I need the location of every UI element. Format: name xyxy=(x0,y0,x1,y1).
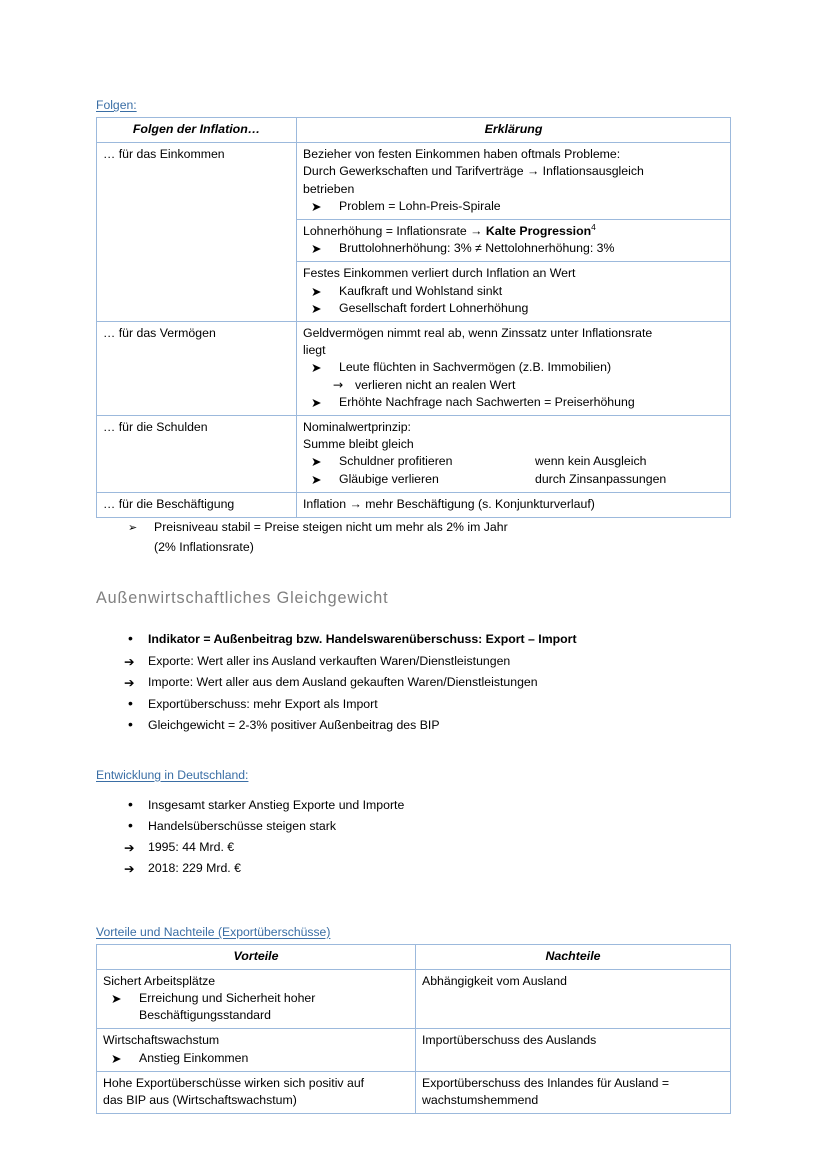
arrow-icon: ➤ xyxy=(111,1050,122,1066)
cell-vorteile-1 xyxy=(97,969,416,1029)
arrow-icon: ➔ xyxy=(124,653,135,669)
page-title-aussenwirtschaft: Außenwirtschaftliches Gleichgewicht xyxy=(96,589,389,608)
text-line: Geldvermögen nimmt real ab, wenn Zinssatz unter Inflationsrate xyxy=(303,326,653,341)
cell-beschaeftigung xyxy=(297,492,731,517)
arrow-icon: ➤ xyxy=(311,241,322,257)
text-line: wachstumshemmend xyxy=(422,1092,539,1107)
text-line: Durch Gewerkschaften und Tarifverträge → Inflationsausgleich xyxy=(303,164,644,179)
col-header-folgen: Folgen der Inflation… xyxy=(97,118,297,143)
bullet-icon: • xyxy=(128,795,133,812)
arrow-item xyxy=(103,1050,410,1067)
sub-arrow-item-label: verlieren nicht an realen Wert xyxy=(355,377,516,392)
aussenwirtschaft-bullets-2 xyxy=(96,694,732,737)
arrow-icon: ➤ xyxy=(311,454,322,470)
arrow-icon: ➤ xyxy=(311,283,322,299)
row-label-schulden: … für die Schulden xyxy=(97,416,297,493)
arrow-item-note: durch Zinsanpassungen xyxy=(535,471,667,486)
list-item-label: Insgesamt starker Anstieg Exporte und Importe xyxy=(148,797,405,812)
table-row xyxy=(97,492,731,517)
vorteile-nachteile-table xyxy=(96,944,731,1115)
arrow-item xyxy=(303,359,725,376)
list-item xyxy=(96,715,732,737)
table-header-row xyxy=(97,944,731,969)
arrow-item-label: Erhöhte Nachfrage nach Sachwerten = Preiserhöhung xyxy=(339,394,635,409)
row-label-einkommen: … für das Einkommen xyxy=(97,143,297,322)
cell-vermoegen xyxy=(297,322,731,416)
entwicklung-heading-wrap xyxy=(96,766,732,787)
arrow-icon: ➤ xyxy=(311,394,322,410)
list-item-label: Indikator = Außenbeitrag bzw. Handelswarenüberschuss: Export – Import xyxy=(148,632,577,647)
cell-vorteile-3 xyxy=(97,1071,416,1113)
arrow-item-label: Gesellschaft fordert Lohnerhöhung xyxy=(339,300,529,315)
arrow-item-label: Problem = Lohn-Preis-Spirale xyxy=(339,198,501,213)
arrow-icon: ➤ xyxy=(311,360,322,376)
arrow-icon: ➔ xyxy=(124,839,135,855)
table-row xyxy=(97,969,731,1029)
text-line: Festes Einkommen verliert durch Inflation an Wert xyxy=(303,266,576,281)
text-line-kalte-progression xyxy=(303,223,725,240)
text-line: liegt xyxy=(303,343,326,358)
cell-nachteile-1 xyxy=(416,969,731,1029)
cell-nachteile-3 xyxy=(416,1071,731,1113)
arrow-item-label: Schuldner profitieren xyxy=(339,454,453,469)
arrowhead-bullet-icon: ➢ xyxy=(128,521,138,535)
arrow-item xyxy=(303,394,725,411)
arrow-item xyxy=(303,453,725,470)
arrow-item xyxy=(303,471,725,488)
text-line: Sichert Arbeitsplätze xyxy=(103,973,216,988)
text-line: Importüberschuss des Auslands xyxy=(422,1033,597,1048)
list-item-label: 1995: 44 Mrd. € xyxy=(148,839,235,854)
cell-schulden xyxy=(297,416,731,493)
text-line: Exportüberschuss des Inlandes für Ausland = xyxy=(422,1075,670,1090)
aussenwirtschaft-bullets xyxy=(96,629,732,651)
text-line: Nominalwertprinzip: xyxy=(303,420,411,435)
list-item xyxy=(96,816,732,837)
col-header-erklaerung: Erklärung xyxy=(297,118,731,143)
cell-einkommen-block-2 xyxy=(297,220,731,262)
col-header-vorteile: Vorteile xyxy=(97,944,416,969)
thin-arrow-icon: → xyxy=(333,377,344,392)
arrow-item xyxy=(303,283,725,300)
list-item xyxy=(96,629,732,651)
arrow-item xyxy=(303,300,725,317)
list-item-label: Gleichgewicht = 2-3% positiver Außenbeitrag des BIP xyxy=(148,718,440,733)
table-row xyxy=(97,1071,731,1113)
list-item xyxy=(96,694,732,716)
arrow-icon: ➤ xyxy=(311,300,322,316)
document-body xyxy=(96,96,732,1114)
arrow-icon: ➤ xyxy=(311,198,322,214)
folgen-heading-wrap xyxy=(96,96,732,117)
entwicklung-subarrows xyxy=(96,837,732,880)
folgen-der-inflation-table xyxy=(96,117,731,518)
list-item xyxy=(96,672,732,694)
row-label-vermoegen: … für das Vermögen xyxy=(97,322,297,416)
arrow-item-label: Bruttolohnerhöhung: 3% ≠ Nettolohnerhöhung: 3% xyxy=(339,241,615,256)
table-row xyxy=(97,322,731,416)
row-label-beschaeftigung: … für die Beschäftigung xyxy=(97,492,297,517)
arrow-item-label-cont: Beschäftigungsstandard xyxy=(139,1008,271,1023)
list-item xyxy=(96,518,732,557)
text-line: das BIP aus (Wirtschaftswachstum) xyxy=(103,1092,297,1107)
aussenwirtschaft-subarrows xyxy=(96,651,732,694)
bullet-icon: • xyxy=(128,694,133,711)
text-line: Bezieher von festen Einkommen haben oftmals Probleme: xyxy=(303,147,621,162)
list-item-label: Handelsüberschüsse steigen stark xyxy=(148,818,336,833)
list-item xyxy=(96,651,732,673)
cell-einkommen-block-3 xyxy=(297,262,731,322)
bullet-icon: • xyxy=(128,716,133,733)
table-row xyxy=(97,143,731,220)
bullet-icon: • xyxy=(128,816,133,833)
arrow-item xyxy=(303,198,725,215)
folgen-heading: Folgen: xyxy=(96,98,137,112)
list-item-label: Exporte: Wert aller ins Ausland verkauften Waren/Dienstleistungen xyxy=(148,653,511,668)
text-line: Abhängigkeit vom Ausland xyxy=(422,973,567,988)
entwicklung-bullets xyxy=(96,795,732,837)
list-item xyxy=(96,858,732,880)
preisniveau-list xyxy=(96,518,732,557)
arrow-icon: ➤ xyxy=(311,471,322,487)
arrow-item-label: Kaufkraft und Wohlstand sinkt xyxy=(339,283,503,298)
cell-vorteile-2 xyxy=(97,1029,416,1071)
list-item-label-2: (2% Inflationsrate) xyxy=(154,539,254,554)
bullet-icon: • xyxy=(128,630,133,647)
sub-arrow-item xyxy=(303,377,725,394)
arrow-item-note: wenn kein Ausgleich xyxy=(535,454,647,469)
cell-einkommen-block-1 xyxy=(297,143,731,220)
arrow-item-label: Anstieg Einkommen xyxy=(139,1050,249,1065)
col-header-nachteile: Nachteile xyxy=(416,944,731,969)
arrow-item-label: Erreichung und Sicherheit hoher xyxy=(139,990,316,1005)
cell-nachteile-2 xyxy=(416,1029,731,1071)
text-line: Inflation → mehr Beschäftigung (s. Konjunkturverlauf) xyxy=(303,496,595,511)
table-row xyxy=(97,1029,731,1071)
arrow-icon: ➔ xyxy=(124,861,135,877)
vorteile-heading: Vorteile und Nachteile (Exportüberschüsse) xyxy=(96,924,331,939)
text-line: betrieben xyxy=(303,181,355,196)
arrow-icon: ➔ xyxy=(124,675,135,691)
text-line: Wirtschaftswachstum xyxy=(103,1033,220,1048)
table-header-row xyxy=(97,118,731,143)
list-item xyxy=(96,795,732,816)
list-item-label: Importe: Wert aller aus dem Ausland gekauften Waren/Dienstleistungen xyxy=(148,675,538,690)
text-line: Hohe Exportüberschüsse wirken sich positiv auf xyxy=(103,1075,365,1090)
footnote-marker: 4 xyxy=(591,221,596,232)
table-row xyxy=(97,416,731,493)
arrow-item xyxy=(103,990,410,1024)
list-item-label: 2018: 229 Mrd. € xyxy=(148,861,241,876)
entwicklung-heading: Entwicklung in Deutschland: xyxy=(96,767,249,782)
list-item xyxy=(96,837,732,859)
arrow-item-label: Leute flüchten in Sachvermögen (z.B. Immobilien) xyxy=(339,360,612,375)
list-item-label: Preisniveau stabil = Preise steigen nicht um mehr als 2% im Jahr xyxy=(154,520,508,535)
text-line: Summe bleibt gleich xyxy=(303,437,414,452)
vorteile-heading-wrap xyxy=(96,923,732,944)
arrow-item xyxy=(303,240,725,257)
arrow-item-label: Gläubige verlieren xyxy=(339,471,439,486)
list-item-label: Exportüberschuss: mehr Export als Import xyxy=(148,696,378,711)
kalte-progression-text: Lohnerhöhung = Inflationsrate → Kalte Progression xyxy=(303,224,592,239)
arrow-icon: ➤ xyxy=(111,990,122,1006)
